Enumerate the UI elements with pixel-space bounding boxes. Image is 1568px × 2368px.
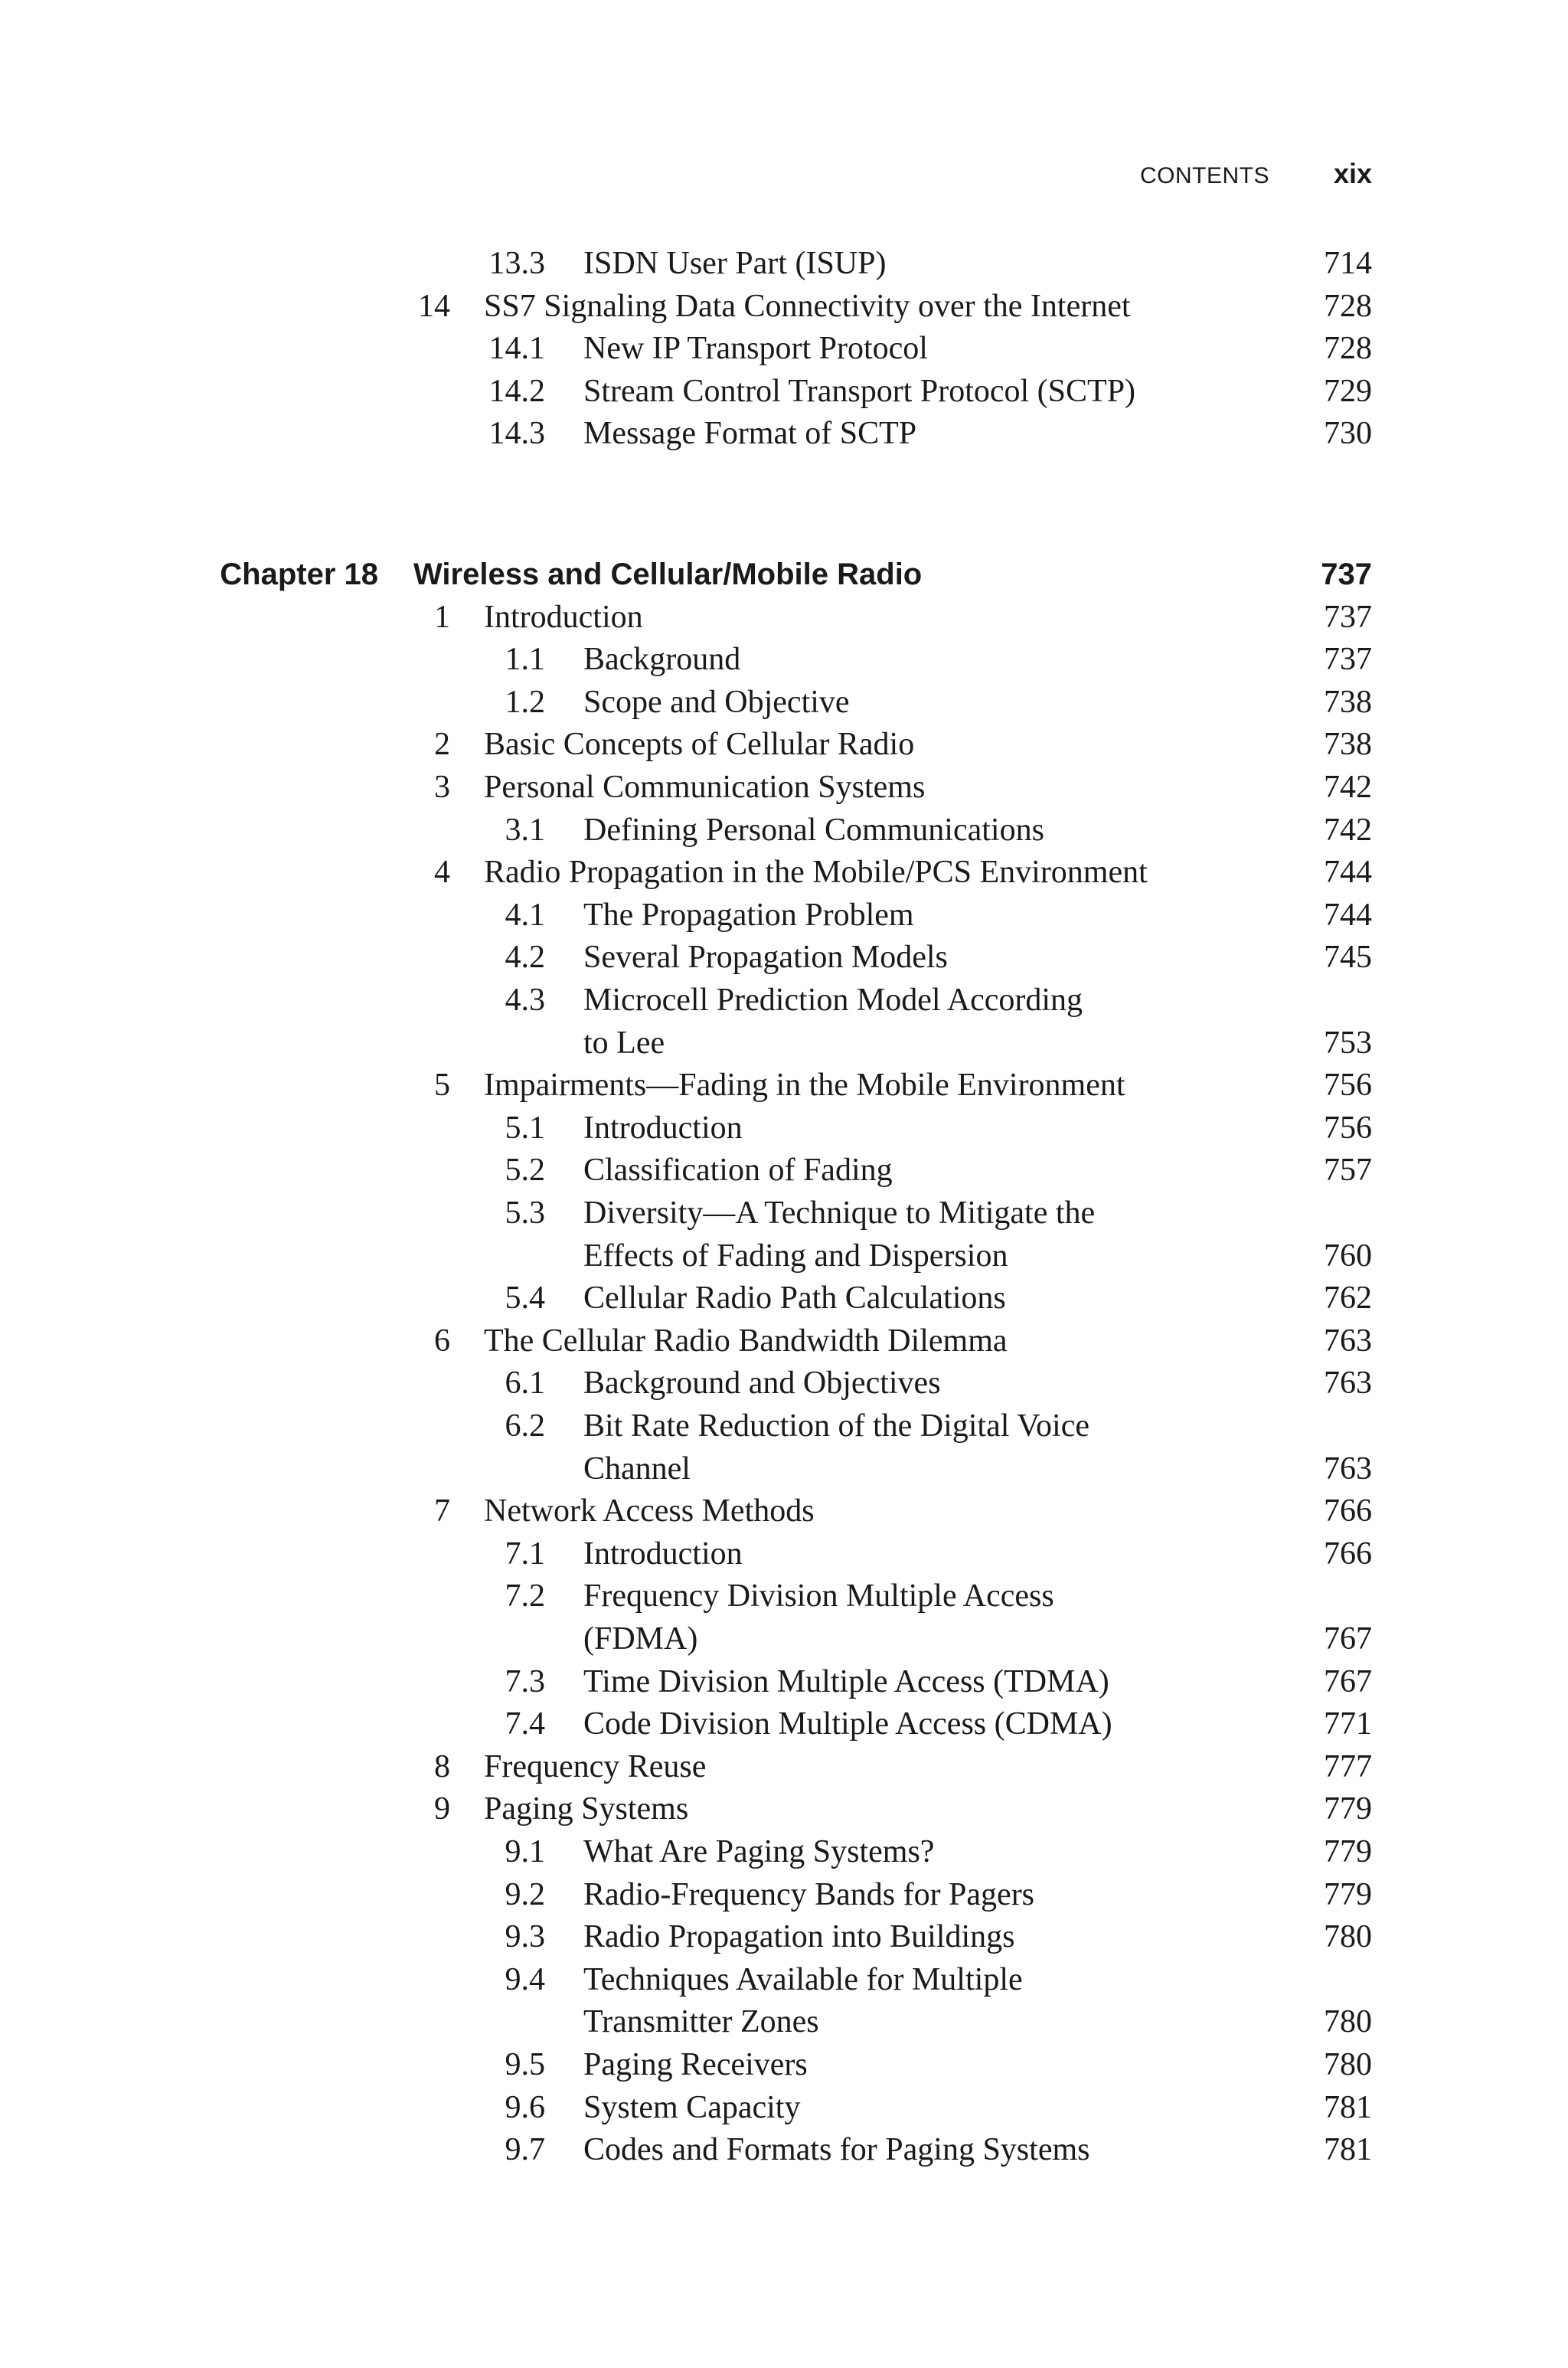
- section-page-number: 742: [1324, 770, 1372, 805]
- section-title: Effects of Fading and Dispersion: [583, 1238, 1008, 1274]
- toc-entry: [0, 1192, 1372, 1235]
- section-title: Stream Control Transport Protocol (SCTP): [583, 373, 1136, 409]
- section-number: 3.1: [505, 812, 545, 848]
- section-number: 7.3: [505, 1663, 545, 1699]
- section-title: Radio-Frequency Bands for Pagers: [583, 1876, 1035, 1912]
- section-number: 1.1: [505, 642, 545, 678]
- section-number: 3: [434, 770, 450, 805]
- section-number: 6.2: [505, 1408, 545, 1444]
- section-page-number: 763: [1324, 1451, 1372, 1487]
- section-number: 7.1: [505, 1536, 545, 1572]
- toc-entry: [0, 1745, 1372, 1788]
- section-title: Introduction: [484, 599, 643, 635]
- section-title: ISDN User Part (ISUP): [583, 246, 887, 281]
- section-title: Radio Propagation in the Mobile/PCS Environment: [484, 855, 1148, 891]
- section-number: 6.1: [505, 1366, 545, 1402]
- section-page-number: 767: [1324, 1663, 1372, 1699]
- section-title: What Are Paging Systems?: [583, 1834, 935, 1869]
- section-number: 8: [434, 1748, 450, 1784]
- toc-entry: [0, 1915, 1372, 1958]
- section-title: Codes and Formats for Paging Systems: [583, 2132, 1090, 2168]
- section-number: 14.3: [488, 416, 545, 452]
- section-page-number: 730: [1324, 416, 1372, 452]
- section-title: Introduction: [583, 1536, 743, 1572]
- section-page-number: 728: [1324, 331, 1372, 367]
- section-page-number: 763: [1324, 1366, 1372, 1402]
- section-number: 9.7: [505, 2132, 545, 2168]
- toc-entry: [0, 1787, 1372, 1830]
- section-title: Introduction: [583, 1110, 743, 1146]
- section-title: The Propagation Problem: [583, 897, 914, 933]
- section-page-number: 780: [1324, 2004, 1372, 2040]
- section-page-number: 760: [1324, 1238, 1372, 1274]
- section-title: Cellular Radio Path Calculations: [583, 1280, 1006, 1316]
- toc-entry: [0, 1149, 1372, 1192]
- section-number: 7.2: [505, 1578, 545, 1614]
- toc-entry-continuation: [0, 1617, 1372, 1660]
- section-number: 9.2: [505, 1876, 545, 1912]
- section-number: 5.1: [505, 1110, 545, 1146]
- section-number: 4.1: [505, 897, 545, 933]
- toc-entry: [0, 851, 1372, 894]
- toc-entry: [0, 979, 1372, 1022]
- toc-entry-continuation: [0, 1022, 1372, 1065]
- chapter-page-number: 737: [1321, 558, 1372, 591]
- section-title: Paging Systems: [484, 1791, 689, 1827]
- toc-entry: [0, 766, 1372, 809]
- section-title: Background: [583, 642, 741, 678]
- toc-entry-continuation: [0, 1447, 1372, 1490]
- toc-entry: [0, 1532, 1372, 1575]
- toc-entry: [0, 2086, 1372, 2129]
- section-page-number: 744: [1324, 897, 1372, 933]
- section-title: Scope and Objective: [583, 684, 850, 720]
- section-page-number: 766: [1324, 1493, 1372, 1529]
- section-number: 9.3: [505, 1919, 545, 1955]
- section-page-number: 756: [1324, 1110, 1372, 1146]
- section-title: Frequency Division Multiple Access: [583, 1578, 1054, 1614]
- toc-entry: [0, 2128, 1372, 2171]
- section-number: 2: [434, 727, 450, 763]
- running-head: [1140, 158, 1372, 188]
- section-page-number: 744: [1324, 855, 1372, 891]
- toc-entry: [0, 242, 1372, 285]
- toc-entry: [0, 370, 1372, 413]
- chapter-label: Chapter 18: [220, 558, 378, 591]
- section-title: Microcell Prediction Model According: [583, 983, 1083, 1018]
- section-page-number: 762: [1324, 1280, 1372, 1316]
- section-number: 7: [434, 1493, 450, 1529]
- section-title: Impairments—Fading in the Mobile Environment: [484, 1068, 1125, 1104]
- section-page-number: 771: [1324, 1706, 1372, 1742]
- section-title: Basic Concepts of Cellular Radio: [484, 727, 915, 763]
- section-title: Radio Propagation into Buildings: [583, 1919, 1015, 1955]
- toc-entry: [0, 894, 1372, 937]
- section-page-number: 742: [1324, 812, 1372, 848]
- chapter-heading: [0, 553, 1372, 596]
- toc-entry-continuation: [0, 1235, 1372, 1277]
- section-page-number: 729: [1324, 373, 1372, 409]
- section-number: 5.4: [505, 1280, 545, 1316]
- toc-entry: [0, 2043, 1372, 2086]
- toc-entry: [0, 936, 1372, 979]
- section-title: System Capacity: [583, 2089, 801, 2125]
- toc-entry: [0, 1320, 1372, 1362]
- section-title: Bit Rate Reduction of the Digital Voice: [583, 1408, 1090, 1444]
- section-page-number: 779: [1324, 1876, 1372, 1912]
- section-number: 5.2: [505, 1153, 545, 1189]
- toc-entry: [0, 638, 1372, 681]
- toc-entry: [0, 1873, 1372, 1916]
- section-number: 4.3: [505, 983, 545, 1018]
- section-page-number: 738: [1324, 684, 1372, 720]
- section-page-number: 767: [1324, 1621, 1372, 1657]
- toc-entry-continuation: [0, 2000, 1372, 2043]
- toc-entry: [0, 1362, 1372, 1405]
- toc-entry: [0, 809, 1372, 852]
- toc-entry: [0, 327, 1372, 370]
- section-page-number: 756: [1324, 1068, 1372, 1104]
- toc-entry: [0, 1702, 1372, 1745]
- section-number: 14: [418, 288, 450, 324]
- section-number: 9: [434, 1791, 450, 1827]
- section-page-number: 780: [1324, 2047, 1372, 2082]
- section-title: Defining Personal Communications: [583, 812, 1044, 848]
- section-title: Network Access Methods: [484, 1493, 815, 1529]
- section-number: 9.1: [505, 1834, 545, 1869]
- section-page-number: 777: [1324, 1748, 1372, 1784]
- section-title: Code Division Multiple Access (CDMA): [583, 1706, 1112, 1742]
- section-page-number: 757: [1324, 1153, 1372, 1189]
- toc-entry: [0, 596, 1372, 639]
- section-title: Background and Objectives: [583, 1366, 941, 1402]
- section-page-number: 779: [1324, 1834, 1372, 1869]
- section-page-number: 738: [1324, 727, 1372, 763]
- page-number: xix: [1333, 158, 1372, 189]
- chapter-title: Wireless and Cellular/Mobile Radio: [413, 558, 923, 591]
- section-number: 4.2: [505, 940, 545, 976]
- section-page-number: 714: [1324, 246, 1372, 281]
- toc-entry: [0, 1575, 1372, 1617]
- section-title: Frequency Reuse: [484, 1748, 707, 1784]
- section-page-number: 728: [1324, 288, 1372, 324]
- toc-entry: [0, 412, 1372, 455]
- section-page-number: 753: [1324, 1025, 1372, 1061]
- section-number: 4: [434, 855, 450, 891]
- section-title: Personal Communication Systems: [484, 770, 926, 805]
- section-title: New IP Transport Protocol: [583, 331, 928, 367]
- toc-entry: [0, 1064, 1372, 1107]
- toc-entry: [0, 1830, 1372, 1873]
- section-page-number: 745: [1324, 940, 1372, 976]
- section-number: 5: [434, 1068, 450, 1104]
- section-page-number: 779: [1324, 1791, 1372, 1827]
- section-title: Time Division Multiple Access (TDMA): [583, 1663, 1109, 1699]
- section-page-number: 737: [1324, 599, 1372, 635]
- section-number: 9.5: [505, 2047, 545, 2082]
- section-page-number: 766: [1324, 1536, 1372, 1572]
- section-number: 14.2: [488, 373, 545, 409]
- section-number: 9.6: [505, 2089, 545, 2125]
- toc-entry: [0, 1277, 1372, 1320]
- section-title: Transmitter Zones: [583, 2004, 819, 2040]
- section-number: 1: [434, 599, 450, 635]
- section-title: Classification of Fading: [583, 1153, 893, 1189]
- section-page-number: 737: [1324, 642, 1372, 678]
- toc-entry: [0, 1490, 1372, 1532]
- section-number: 1.2: [505, 684, 545, 720]
- running-head-label: CONTENTS: [1139, 163, 1269, 188]
- toc-entry: [0, 285, 1372, 328]
- section-number: 7.4: [505, 1706, 545, 1742]
- section-title: to Lee: [583, 1025, 665, 1061]
- section-title: Techniques Available for Multiple: [583, 1961, 1023, 1997]
- section-title: Diversity—A Technique to Mitigate the: [583, 1195, 1096, 1231]
- section-page-number: 780: [1324, 1919, 1372, 1955]
- section-number: 5.3: [505, 1195, 545, 1231]
- toc-entry: [0, 681, 1372, 724]
- toc-entry: [0, 1958, 1372, 2001]
- section-title: Channel: [583, 1451, 691, 1487]
- toc-entry: [0, 1660, 1372, 1703]
- section-number: 9.4: [505, 1961, 545, 1997]
- section-title: Several Propagation Models: [583, 940, 948, 976]
- toc-entry: [0, 723, 1372, 766]
- section-number: 13.3: [488, 246, 545, 281]
- section-title: Paging Receivers: [583, 2047, 808, 2082]
- toc-entry: [0, 1107, 1372, 1150]
- toc-entry: [0, 1405, 1372, 1447]
- section-title: The Cellular Radio Bandwidth Dilemma: [484, 1323, 1008, 1359]
- section-page-number: 781: [1324, 2089, 1372, 2125]
- section-title: (FDMA): [583, 1621, 698, 1657]
- section-page-number: 781: [1324, 2132, 1372, 2168]
- section-number: 6: [434, 1323, 450, 1359]
- section-page-number: 763: [1324, 1323, 1372, 1359]
- section-title: Message Format of SCTP: [583, 416, 917, 452]
- section-number: 14.1: [488, 331, 545, 367]
- section-title: SS7 Signaling Data Connectivity over the Internet: [484, 288, 1131, 324]
